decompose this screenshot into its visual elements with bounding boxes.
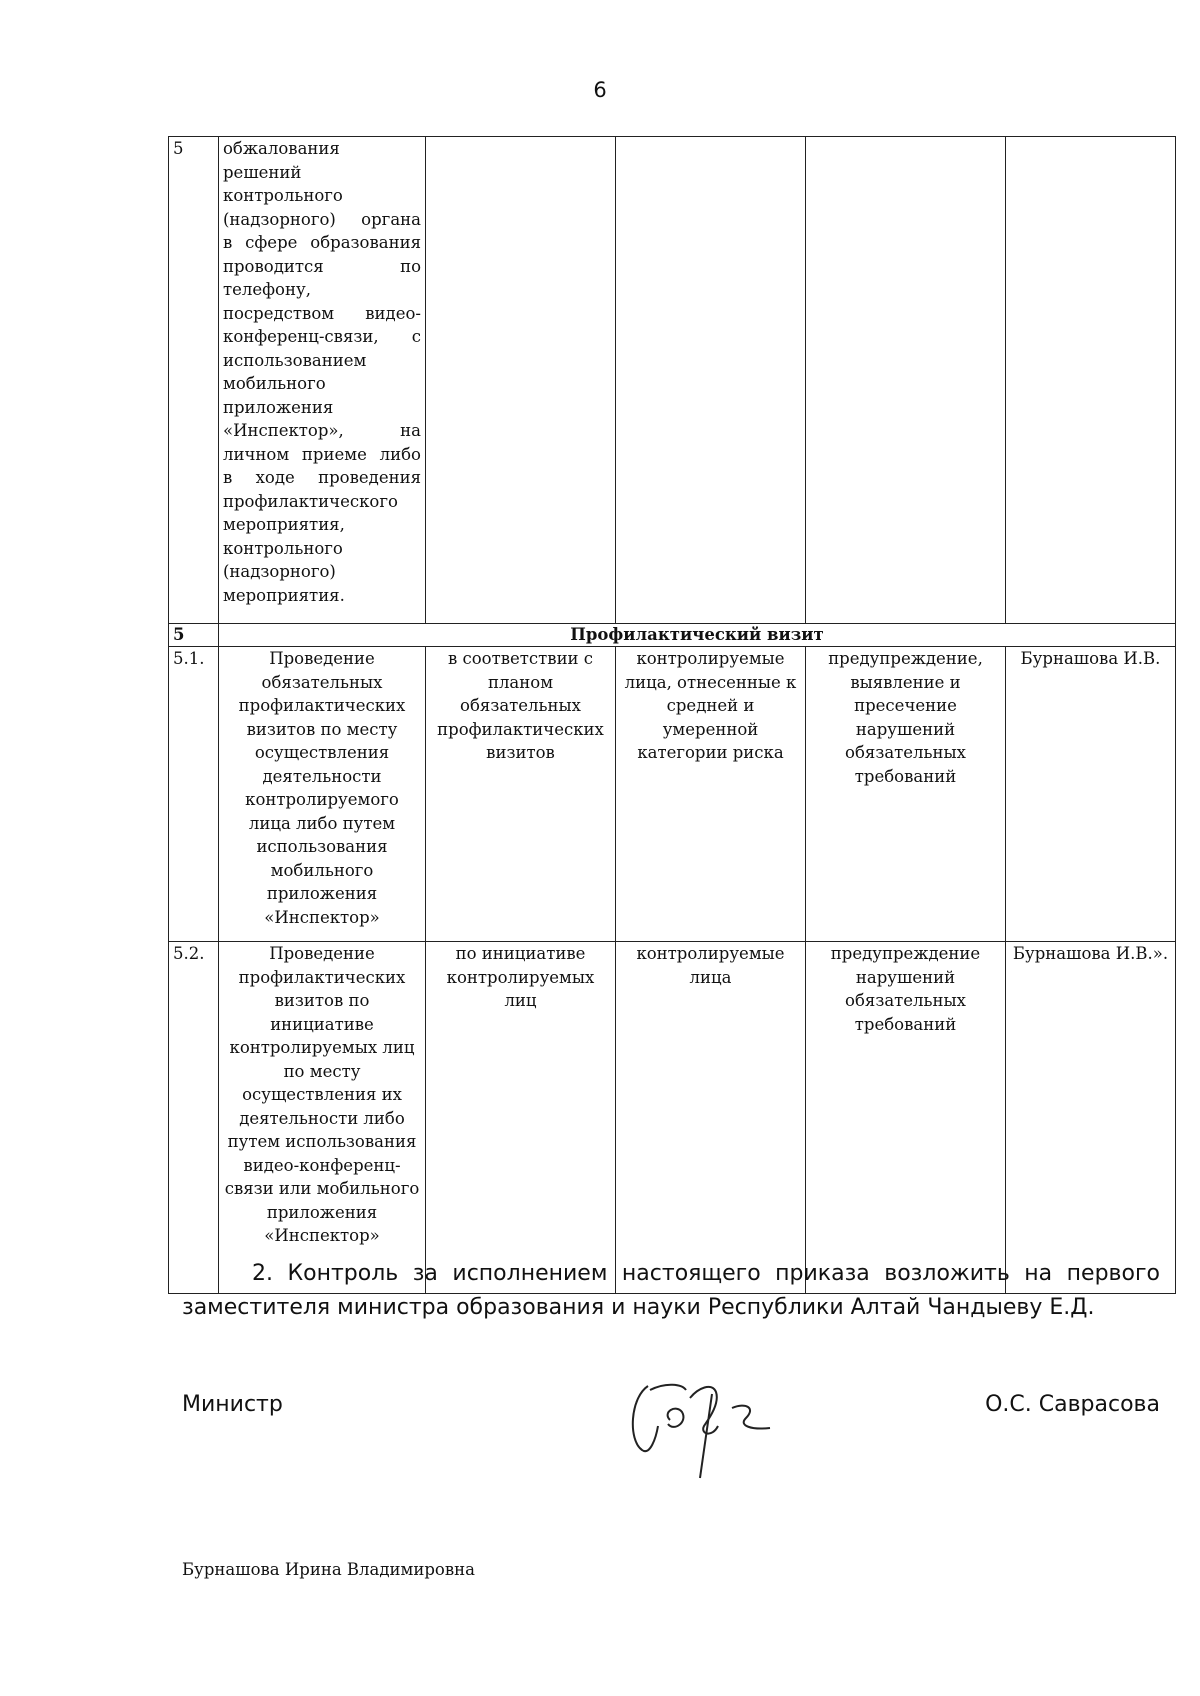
measure-term: в соответствии с планом обязательных профилактических визитов [426,647,616,942]
row-number: 5.1. [169,647,219,942]
measure-subjects: контролируемые лица [616,942,806,1294]
measure-subjects: контролируемые лица, отнесенные к средней и умеренной категории риска [616,647,806,942]
row-number: 5.2. [169,942,219,1294]
section-title: Профилактический визит [219,624,1176,647]
handwritten-signature [620,1368,790,1488]
measure-responsible: Бурнашова И.В. [1006,647,1176,942]
signatory-name: О.С. Саврасова [985,1392,1160,1417]
measure-term: по инициативе контролируемых лиц [426,942,616,1294]
signatory-position: Министр [182,1392,283,1417]
row-number: 5 [169,137,219,624]
measure-name: Проведение профилактических визитов по инициативе контролируемых лиц по месту осуществления их деятельности либо путем использования видео-конференц-связи или мобильного приложения «Инспектор» [219,942,426,1294]
continued-description: обжалования решений контрольного (надзорного) органа в сфере образования проводится по телефону, посредством видео- конференц-связи, с использованием мобильного приложения «Инспектор», на личном приеме либо в ходе проведения профилактического мероприятия, контрольного (надзорного) мероприятия. [219,137,426,624]
executor-name: Бурнашова Ирина Владимировна [182,1560,475,1579]
paragraph-2: 2. Контроль за исполнением настоящего приказа возложить на первого заместителя министра образования и науки Республики Алтай Чандыеву Е.Д. [182,1261,1160,1320]
prevention-plan-table [168,136,1176,1294]
section-number: 5 [169,624,219,647]
table-row [169,647,1176,942]
measure-responsible: Бурнашова И.В.». [1006,942,1176,1294]
table-row [169,942,1176,1294]
page-number: 6 [593,78,607,102]
measure-goal: предупреждение нарушений обязательных требований [806,942,1006,1294]
section-header-row [169,624,1176,647]
measure-name: Проведение обязательных профилактических визитов по месту осуществления деятельности контролируемого лица либо путем использования мобильного приложения «Инспектор» [219,647,426,942]
measure-goal: предупреждение, выявление и пресечение нарушений обязательных требований [806,647,1006,942]
table-row-continued [169,137,1176,624]
